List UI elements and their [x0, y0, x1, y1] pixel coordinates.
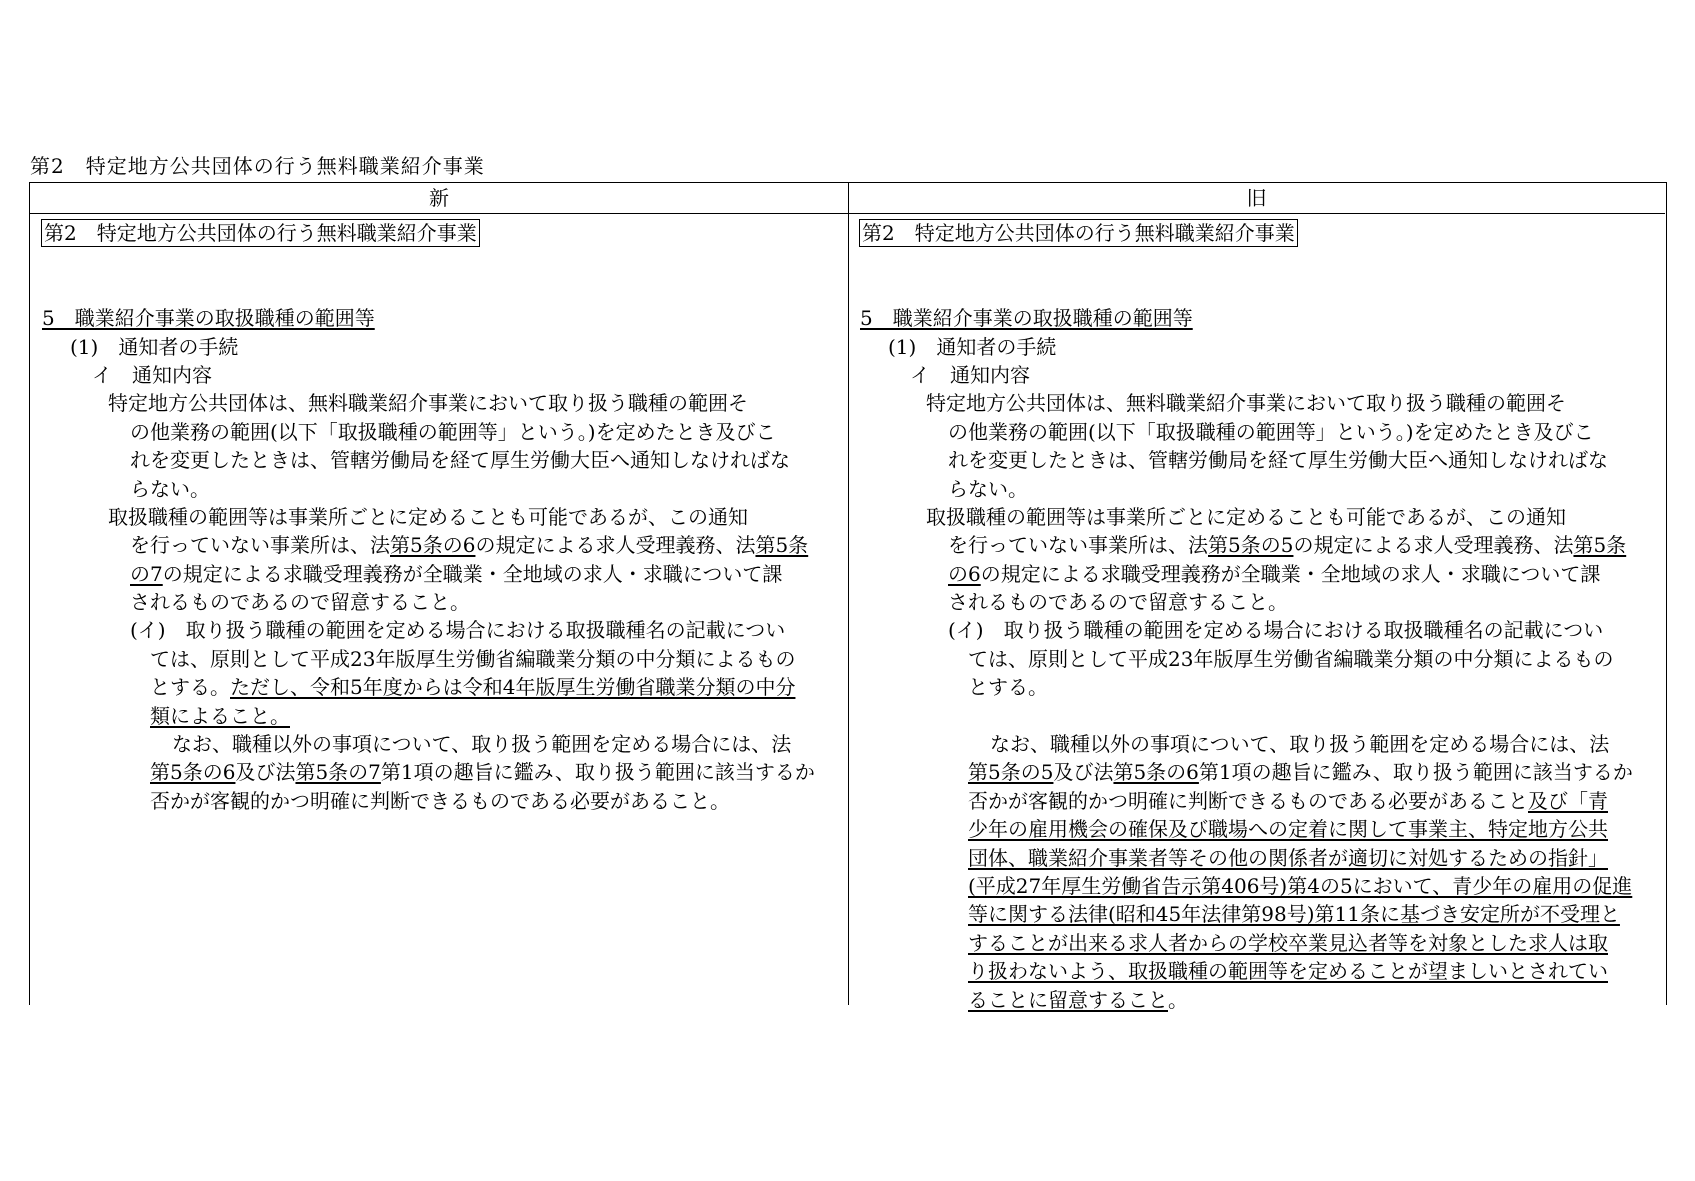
column-divider	[848, 183, 849, 1005]
changed-text: 類によること。	[150, 703, 290, 728]
paragraph-line: れを変更したときは、管轄労働局を経て厚生労働大臣へ通知しなければな	[948, 448, 1608, 473]
paragraph-line	[42, 673, 832, 701]
paragraph-line	[42, 560, 832, 588]
text-run: 及び法	[1053, 760, 1114, 785]
changed-text: することが出来る求人者からの学校卒業見込者等を対象とした求人は取	[968, 930, 1608, 955]
paragraph-line	[860, 560, 1650, 588]
paragraph-line	[860, 758, 1650, 786]
item-heading: イ 通知内容	[910, 362, 1030, 387]
text-run: 第1項の趣旨に鑑み、取り扱う範囲に該当するか	[1198, 760, 1633, 785]
paragraph-line	[860, 929, 1650, 957]
paragraph-line: 取扱職種の範囲等は事業所ごとに定めることも可能であるが、この通知	[926, 504, 1566, 529]
paragraph-line	[860, 815, 1650, 843]
paragraph-line: (イ) 取り扱う職種の範囲を定める場合における取扱職種名の記載につい	[130, 618, 786, 643]
paragraph-line: の他業務の範囲(以下「取扱職種の範囲等」という。)を定めたとき及びこ	[948, 419, 1594, 444]
subsection-heading: (1) 通知者の手続	[70, 334, 239, 359]
text-run: 及び法	[235, 760, 296, 785]
paragraph-line: らない。	[948, 476, 1028, 501]
paragraph-line: されるものであるので留意すること。	[948, 590, 1288, 615]
text-run: を行っていない事業所は、法	[130, 533, 390, 558]
paragraph-line: らない。	[130, 476, 210, 501]
page-title: 第2 特定地方公共団体の行う無料職業紹介事業	[30, 154, 485, 178]
section-box-title: 第2 特定地方公共団体の行う無料職業紹介事業	[859, 219, 1298, 247]
changed-text: の6	[948, 561, 981, 586]
paragraph-line	[42, 702, 832, 730]
section-heading: 5 職業紹介事業の取扱職種の範囲等	[860, 306, 1193, 331]
new-column	[42, 219, 832, 815]
changed-text: 第5条の7	[295, 760, 381, 785]
blank-line	[860, 702, 1650, 730]
paragraph-line: れを変更したときは、管轄労働局を経て厚生労働大臣へ通知しなければな	[130, 448, 790, 473]
changed-text: 第5条の5	[1208, 533, 1294, 558]
paragraph-line	[860, 872, 1650, 900]
paragraph-line: なお、職種以外の事項について、取り扱う範囲を定める場合には、法	[172, 732, 792, 757]
changed-text: 団体、職業紹介事業者等その他の関係者が適切に対処するための指針」	[968, 845, 1608, 870]
text-run: 否かが客観的かつ明確に判断できるものである必要があること	[968, 788, 1528, 813]
changed-text: ることに留意すること	[968, 987, 1168, 1012]
paragraph-line: 特定地方公共団体は、無料職業紹介事業において取り扱う職種の範囲そ	[926, 391, 1566, 416]
text-run: の規定による求人受理義務、法	[1293, 533, 1574, 558]
paragraph-line: 否かが客観的かつ明確に判断できるものである必要があること。	[150, 788, 730, 813]
changed-text: り扱わないよう、取扱職種の範囲等を定めることが望ましいとされてい	[968, 959, 1608, 984]
subsection-heading: (1) 通知者の手続	[888, 334, 1057, 359]
paragraph-line	[860, 986, 1650, 1014]
changed-text: 第5条の5	[968, 760, 1054, 785]
comparison-table	[29, 182, 1667, 1012]
column-header-old: 旧	[848, 183, 1665, 214]
paragraph-line	[42, 758, 832, 786]
text-run: の規定による求職受理義務が全職業・全地域の求人・求職について課	[980, 561, 1601, 586]
paragraph-line: なお、職種以外の事項について、取り扱う範囲を定める場合には、法	[990, 732, 1610, 757]
paragraph-line	[860, 844, 1650, 872]
item-heading: イ 通知内容	[92, 362, 212, 387]
paragraph-line: (イ) 取り扱う職種の範囲を定める場合における取扱職種名の記載につい	[948, 618, 1604, 643]
changed-text: の7	[130, 561, 163, 586]
paragraph-line: 特定地方公共団体は、無料職業紹介事業において取り扱う職種の範囲そ	[108, 391, 748, 416]
paragraph-line	[42, 531, 832, 559]
section-box-title: 第2 特定地方公共団体の行う無料職業紹介事業	[41, 219, 480, 247]
paragraph-line: ては、原則として平成23年版厚生労働省編職業分類の中分類によるもの	[150, 646, 796, 671]
paragraph-line	[860, 957, 1650, 985]
paragraph-line: ては、原則として平成23年版厚生労働省編職業分類の中分類によるもの	[968, 646, 1614, 671]
changed-text: 第5条	[755, 533, 809, 558]
paragraph-line	[860, 531, 1650, 559]
paragraph-line	[860, 787, 1650, 815]
text-run: の規定による求職受理義務が全職業・全地域の求人・求職について課	[162, 561, 783, 586]
changed-text: 少年の雇用機会の確保及び職場への定着に関して事業主、特定地方公共	[968, 817, 1608, 842]
text-run: を行っていない事業所は、法	[948, 533, 1208, 558]
changed-text: (平成27年厚生労働省告示第406号)第4の5において、青少年の雇用の促進	[968, 874, 1633, 898]
changed-text: 第5条の6	[390, 533, 476, 558]
paragraph-line: の他業務の範囲(以下「取扱職種の範囲等」という。)を定めたとき及びこ	[130, 419, 776, 444]
paragraph-line: 取扱職種の範囲等は事業所ごとに定めることも可能であるが、この通知	[108, 504, 748, 529]
changed-text: 及び「青	[1528, 788, 1608, 813]
text-run: の規定による求人受理義務、法	[475, 533, 756, 558]
changed-text: ただし、令和5年度からは令和4年版厚生労働省職業分類の中分	[230, 675, 796, 700]
changed-text: 等に関する法律(昭和45年法律第98号)第11条に基づき安定所が不受理と	[968, 902, 1620, 927]
text-run: とする。	[150, 675, 230, 700]
old-column	[860, 219, 1650, 1014]
paragraph-line	[860, 900, 1650, 928]
section-heading: 5 職業紹介事業の取扱職種の範囲等	[42, 306, 375, 331]
paragraph-line: とする。	[968, 675, 1048, 700]
changed-text: 第5条	[1573, 533, 1627, 558]
paragraph-line: されるものであるので留意すること。	[130, 590, 470, 615]
text-run: 。	[1168, 987, 1188, 1012]
changed-text: 第5条の6	[1113, 760, 1199, 785]
text-run: 第1項の趣旨に鑑み、取り扱う範囲に該当するか	[380, 760, 815, 785]
changed-text: 第5条の6	[150, 760, 236, 785]
column-header-new: 新	[30, 183, 848, 214]
